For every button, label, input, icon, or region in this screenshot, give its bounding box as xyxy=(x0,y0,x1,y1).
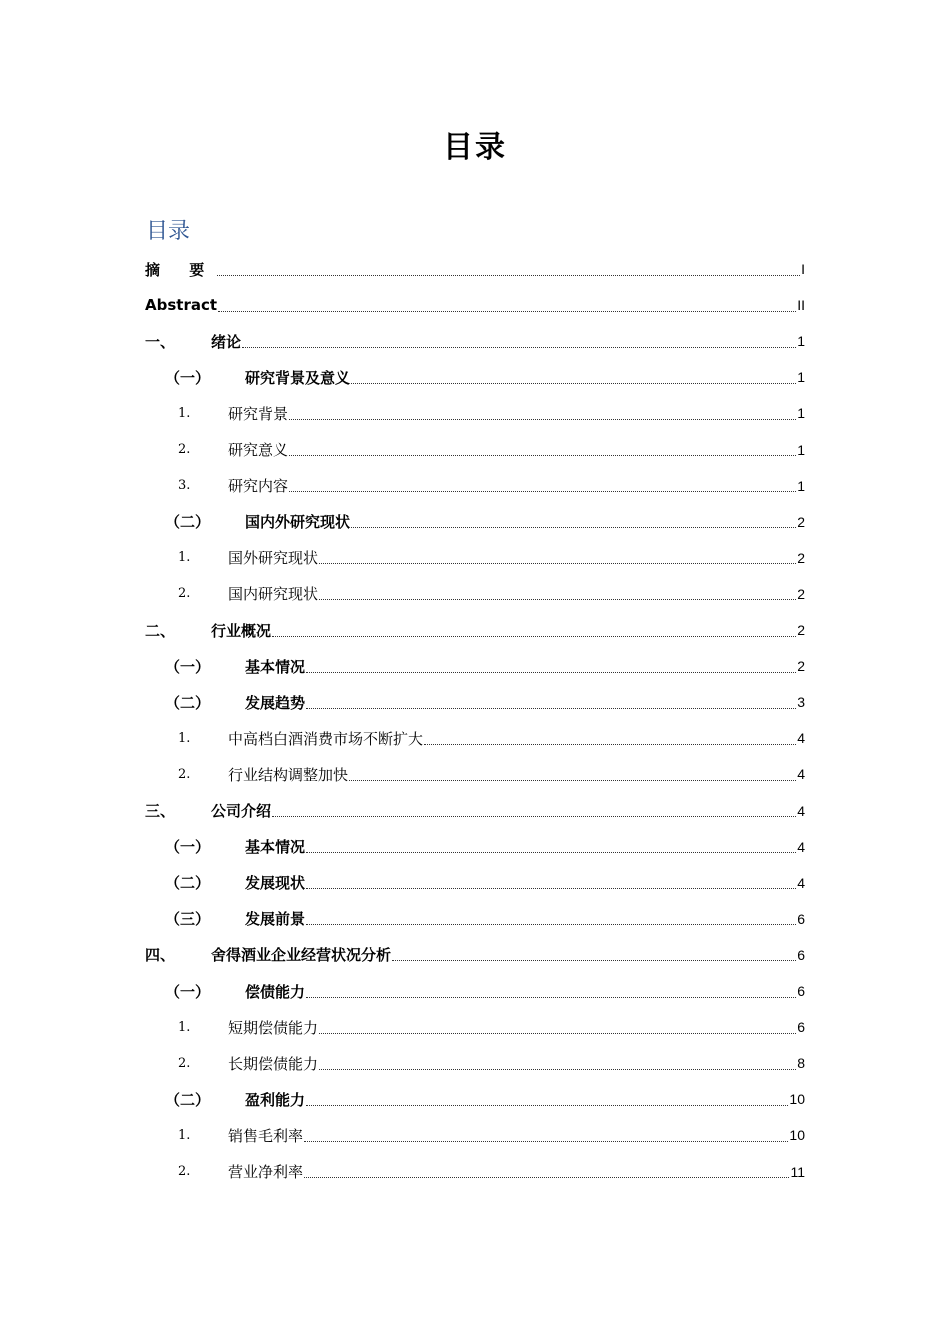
toc-leader-dots xyxy=(306,852,796,853)
toc-entry-number: 四、 xyxy=(145,946,176,965)
toc-leader-dots xyxy=(306,708,796,709)
toc-entry-label: 研究内容 xyxy=(228,477,289,496)
toc-entry-number: （二） xyxy=(165,1090,211,1109)
toc-entry-page: 1 xyxy=(797,441,805,458)
toc-entry-number: 1. xyxy=(178,1019,191,1035)
toc-leader-dots xyxy=(218,311,796,312)
toc-entry-label: 国外研究现状 xyxy=(228,549,319,568)
toc-entry-label: 行业概况 xyxy=(211,621,272,640)
toc-entry-page: 4 xyxy=(797,874,805,891)
toc-entry-label: 研究背景 xyxy=(228,404,289,423)
toc-entry-page: 6 xyxy=(797,910,805,927)
toc-entry[interactable] xyxy=(165,648,805,684)
toc-leader-dots xyxy=(424,744,796,745)
toc-entry-page: 11 xyxy=(790,1163,805,1180)
toc-entry-page: 10 xyxy=(789,1091,805,1108)
toc-entry[interactable] xyxy=(178,1045,805,1081)
toc-entry-number: （二） xyxy=(165,874,211,893)
toc-entry-number: 1. xyxy=(178,730,191,746)
toc-entry[interactable] xyxy=(145,287,805,323)
toc-entry-label: 绪论 xyxy=(211,332,242,351)
toc-entry-page: 6 xyxy=(797,946,805,963)
toc-entry-page: 1 xyxy=(797,405,805,422)
toc-entry-number: （一） xyxy=(165,657,211,676)
toc-entry-label: 长期偿债能力 xyxy=(228,1054,319,1073)
toc-entry[interactable] xyxy=(145,612,805,648)
toc-entry-label: 发展前景 xyxy=(245,910,306,929)
toc-entry-page: 2 xyxy=(797,513,805,530)
toc-entry-label: 基本情况 xyxy=(245,838,306,857)
toc-entry-label: 中高档白酒消费市场不断扩大 xyxy=(228,729,424,748)
toc-leader-dots xyxy=(392,960,796,961)
toc-entry-label: 基本情况 xyxy=(245,657,306,676)
toc-entry-label: Abstract xyxy=(145,296,218,315)
toc-entry-page: 4 xyxy=(797,730,805,747)
toc-entry[interactable] xyxy=(178,576,805,612)
toc-entry[interactable] xyxy=(165,901,805,937)
toc-entry-label: 摘 要 xyxy=(145,260,217,279)
toc-entry-number: 2. xyxy=(178,1164,191,1179)
toc-leader-dots xyxy=(319,599,796,600)
toc-leader-dots xyxy=(306,672,796,673)
toc-leader-dots xyxy=(304,1141,788,1142)
toc-leader-dots xyxy=(242,347,796,348)
toc-leader-dots xyxy=(272,816,796,817)
toc-entry[interactable] xyxy=(178,1117,805,1153)
toc-leader-dots xyxy=(289,419,796,420)
toc-entry[interactable] xyxy=(165,504,805,540)
toc-entry-page: 2 xyxy=(797,622,805,638)
toc-entry-page: 2 xyxy=(797,585,805,602)
toc-entry[interactable] xyxy=(165,973,805,1009)
toc-entry-number: （一） xyxy=(165,982,211,1001)
toc-entry-number: （二） xyxy=(165,693,211,712)
toc-entry[interactable] xyxy=(178,720,805,756)
toc-leader-dots xyxy=(306,888,796,889)
toc-entry-number: 1. xyxy=(178,550,191,566)
toc-entry-number: 2. xyxy=(178,1055,191,1071)
toc-entry-page: 4 xyxy=(797,838,805,855)
toc-entry[interactable] xyxy=(178,1154,805,1190)
toc-entry-number: （一） xyxy=(165,368,211,387)
toc-entry-page: 6 xyxy=(797,1019,805,1036)
toc-entry-label: 偿债能力 xyxy=(245,982,306,1001)
toc-entry-number: 三、 xyxy=(145,802,176,820)
toc-leader-dots xyxy=(289,491,796,492)
toc-entry-page: 1 xyxy=(797,333,805,350)
toc-entry-label: 营业净利率 xyxy=(228,1163,304,1181)
toc-entry-page: 2 xyxy=(797,658,805,675)
toc-entry-page: I xyxy=(801,261,805,277)
toc-entry-page: 4 xyxy=(797,766,805,783)
toc-entry[interactable] xyxy=(165,684,805,720)
toc-entry-page: 1 xyxy=(797,477,805,494)
toc-entry-page: 3 xyxy=(797,694,805,711)
toc-leader-dots xyxy=(319,1069,796,1070)
toc-entry-page: 1 xyxy=(797,369,805,386)
toc-entry-label: 盈利能力 xyxy=(245,1090,306,1109)
toc-entry[interactable] xyxy=(165,1081,805,1117)
toc-entry-label: 发展现状 xyxy=(245,874,306,893)
toc-entry[interactable] xyxy=(178,468,805,504)
toc-entry-page: 10 xyxy=(789,1127,805,1144)
toc-entry-page: 6 xyxy=(797,983,805,999)
toc-entry[interactable] xyxy=(145,251,805,287)
toc-entry[interactable] xyxy=(145,937,805,973)
toc-entry-label: 公司介绍 xyxy=(211,802,272,820)
toc-entry[interactable] xyxy=(178,1009,805,1045)
toc-entry-number: 一、 xyxy=(145,332,176,351)
toc-entry-label: 销售毛利率 xyxy=(228,1126,304,1145)
toc-leader-dots xyxy=(319,1033,796,1034)
toc-entry[interactable] xyxy=(178,395,805,431)
toc-entry-number: 2. xyxy=(178,442,191,457)
toc-entry-label: 国内研究现状 xyxy=(228,585,319,604)
toc-entry-label: 发展趋势 xyxy=(245,693,306,712)
toc-leader-dots xyxy=(349,780,796,781)
toc-entry-page: 2 xyxy=(797,549,805,566)
toc-entry-number: 2. xyxy=(178,586,191,602)
toc-leader-dots xyxy=(306,997,796,998)
toc-entry-label: 国内外研究现状 xyxy=(245,513,351,532)
toc-entry[interactable] xyxy=(165,829,805,865)
toc-entry[interactable] xyxy=(165,865,805,901)
toc-heading: 目录 xyxy=(146,219,191,244)
toc-leader-dots xyxy=(289,455,796,456)
page-title: 目录 xyxy=(443,130,507,165)
toc-entry[interactable] xyxy=(145,793,805,829)
toc-entry-number: （一） xyxy=(165,838,211,857)
toc-entry-page: 4 xyxy=(797,802,805,819)
toc-entry-number: 3. xyxy=(178,478,191,494)
toc-entry-label: 短期偿债能力 xyxy=(228,1018,319,1037)
toc-leader-dots xyxy=(351,527,796,528)
toc-entry-label: 行业结构调整加快 xyxy=(228,765,349,784)
toc-entry[interactable] xyxy=(178,432,805,468)
toc-entry-label: 研究背景及意义 xyxy=(245,368,351,387)
toc-leader-dots xyxy=(272,636,796,637)
toc-entry-page: II xyxy=(797,297,805,314)
toc-leader-dots xyxy=(304,1177,789,1178)
toc-entry-number: 1. xyxy=(178,405,191,421)
toc-leader-dots xyxy=(306,924,796,925)
toc-leader-dots xyxy=(319,563,796,564)
toc-entry-number: （三） xyxy=(165,910,211,929)
toc-entry-label: 舍得酒业企业经营状况分析 xyxy=(211,946,392,965)
toc-entry-page: 8 xyxy=(797,1055,805,1072)
toc-entry-number: 二、 xyxy=(145,621,176,640)
toc-entry[interactable] xyxy=(178,540,805,576)
toc-entry-number: （二） xyxy=(165,513,211,532)
toc-entry[interactable] xyxy=(145,323,805,359)
toc-leader-dots xyxy=(351,383,796,384)
toc-entry-number: 1. xyxy=(178,1127,191,1143)
toc-leader-dots xyxy=(217,275,800,276)
toc-leader-dots xyxy=(306,1105,788,1106)
toc-entry-number: 2. xyxy=(178,766,191,782)
toc-entry-label: 研究意义 xyxy=(228,441,289,459)
toc-entry[interactable] xyxy=(178,756,805,792)
toc-entry[interactable] xyxy=(165,359,805,395)
